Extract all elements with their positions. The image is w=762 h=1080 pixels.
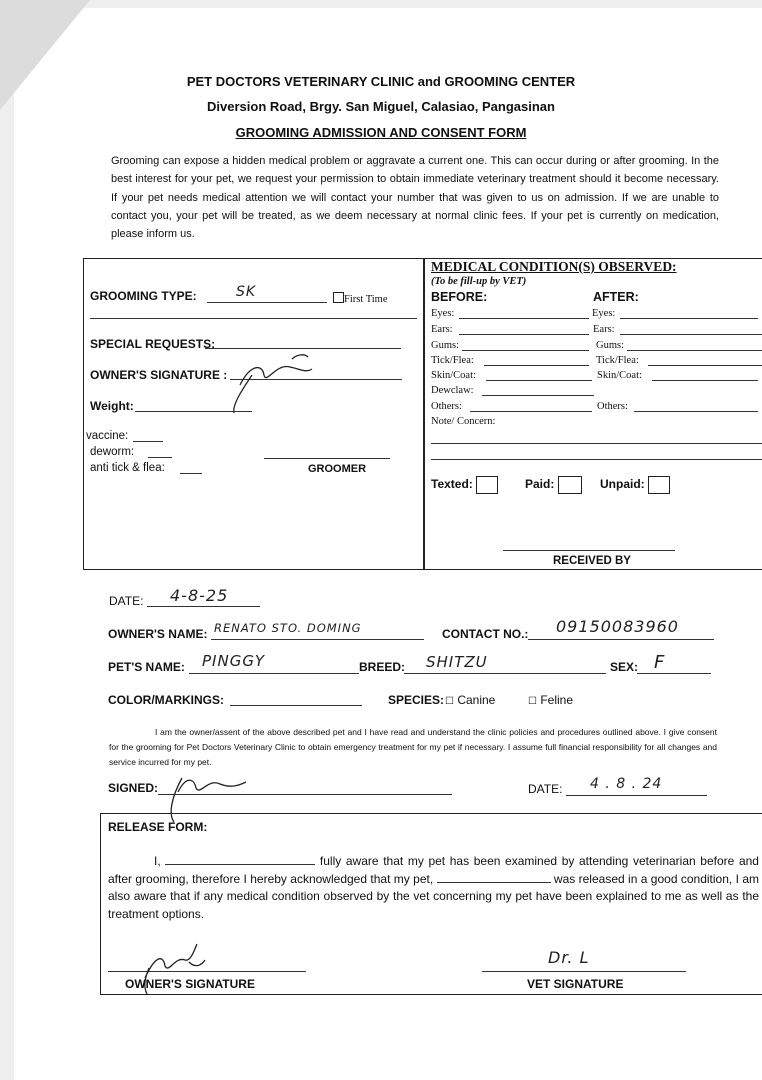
note-line-1[interactable] (431, 443, 762, 444)
before-skin-label: Skin/Coat: (431, 370, 476, 381)
received-by-field[interactable] (503, 550, 675, 551)
after-others-label: Others: (597, 401, 628, 412)
breed-value: SHITZU (426, 653, 488, 671)
sex-label: SEX: (610, 660, 639, 674)
deworm-label: deworm: (90, 446, 135, 458)
contact-label: CONTACT NO.: (442, 627, 529, 641)
vaccine-label: vaccine: (86, 430, 129, 442)
vaccine-field[interactable] (133, 441, 163, 442)
paid-label: Paid: (525, 477, 555, 492)
signed-label: SIGNED: (108, 781, 159, 795)
before-label: BEFORE: (431, 290, 488, 304)
medical-subtitle: (To be fill-up by VET) (431, 276, 527, 287)
before-gums-label: Gums: (431, 340, 460, 351)
weight-label: Weight: (90, 399, 134, 413)
canine-option[interactable]: ☐ Canine (445, 693, 496, 707)
date-value: 4-8-25 (170, 586, 229, 605)
canine-label: Canine (457, 693, 496, 707)
release-part2: was released in a good condition, I am also aware that if any medical condition observed by the vet concerning my pet have been explained to me as well as the treatment options. (108, 871, 759, 921)
after-eyes-field[interactable] (620, 318, 758, 319)
sex-field[interactable] (637, 673, 711, 674)
clinic-address: Diversion Road, Brgy. San Miguel, Calasiao, Pangasinan (207, 99, 555, 114)
after-tick-field[interactable] (648, 365, 762, 366)
unpaid-checkbox[interactable] (600, 476, 670, 494)
medical-title: MEDICAL CONDITION(S) OBSERVED: (431, 259, 677, 274)
anti-tick-label: anti tick & flea: (90, 462, 165, 474)
before-ears-field[interactable] (459, 334, 589, 335)
anti-tick-field[interactable] (180, 473, 202, 474)
before-gums-field[interactable] (462, 350, 589, 351)
before-eyes-field[interactable] (459, 318, 589, 319)
release-title: RELEASE FORM: (108, 820, 208, 834)
grooming-type-value: SK (236, 284, 257, 300)
received-by-label: RECEIVED BY (553, 555, 631, 567)
release-owner-signature-label: OWNER'S SIGNATURE (125, 977, 255, 991)
before-eyes-label: Eyes: (431, 308, 455, 319)
release-part1: fully aware that my pet has been examined by attending veterinarian before and after grooming, therefore I hereby acknowledged that my pet, (108, 854, 759, 886)
owner-signature-label: OWNER'S SIGNATURE : (90, 368, 228, 382)
groomer-field[interactable] (264, 458, 390, 459)
note-label: Note/ Concern: (431, 416, 496, 427)
date-field[interactable] (147, 606, 260, 607)
color-markings-label: COLOR/MARKINGS: (108, 693, 224, 707)
pet-name-label: PET'S NAME: (108, 660, 185, 674)
after-gums-field[interactable] (627, 350, 762, 351)
consent-text: I am the owner/assent of the above described pet and I have read and understand the clinic policies and procedures outlined above. I give consent for the grooming for Pet Doctors Veterinary Clinic to obtain emergency treatment for my pet if necessary. I assume full financial responsibility for all changes and service incurred for my pet. (109, 727, 717, 767)
before-others-field[interactable] (470, 411, 592, 412)
contact-field[interactable] (528, 639, 714, 640)
paid-checkbox[interactable] (525, 476, 582, 494)
feline-option[interactable]: ☐ Feline (528, 693, 573, 707)
feline-label: Feline (540, 693, 573, 707)
dewclaw-field[interactable] (482, 395, 594, 396)
before-ears-label: Ears: (431, 324, 453, 335)
release-owner-name-field[interactable] (165, 854, 315, 865)
after-skin-label: Skin/Coat: (597, 370, 642, 381)
sex-value: F (654, 652, 666, 673)
after-label: AFTER: (593, 290, 639, 304)
signed-date-value: 4 . 8 . 24 (590, 776, 663, 792)
owner-name-value: RENATO STO. DOMING (214, 621, 362, 635)
vet-signature-label: VET SIGNATURE (527, 977, 624, 991)
after-eyes-label: Eyes: (592, 308, 616, 319)
species-label: SPECIES: (388, 693, 445, 707)
special-requests-label: SPECIAL REQUESTS: (90, 337, 216, 351)
unpaid-label: Unpaid: (600, 477, 645, 492)
color-markings-field[interactable] (230, 705, 362, 706)
first-time-checkbox[interactable] (333, 292, 387, 305)
groomer-label: GROOMER (308, 463, 367, 475)
owner-signature-scribble (222, 345, 322, 415)
date-label: DATE: (109, 594, 144, 608)
before-tick-field[interactable] (484, 365, 589, 366)
breed-label: BREED: (359, 660, 406, 674)
grooming-type-extra-line[interactable] (90, 318, 417, 319)
signed-date-label: DATE: (528, 782, 563, 796)
page-fold (0, 0, 90, 110)
after-gums-label: Gums: (596, 340, 625, 351)
pet-name-value: PINGGY (202, 652, 266, 670)
before-tick-label: Tick/Flea: (431, 355, 474, 366)
clinic-name: PET DOCTORS VETERINARY CLINIC and GROOMING CENTER (186, 74, 576, 89)
vet-signature-field[interactable] (482, 971, 686, 972)
grooming-type-label: GROOMING TYPE: (90, 289, 197, 303)
before-skin-field[interactable] (486, 380, 592, 381)
grooming-type-field[interactable] (207, 302, 327, 303)
owner-name-label: OWNER'S NAME: (108, 627, 208, 641)
intro-paragraph: Grooming can expose a hidden medical problem or aggravate a current one. This can occur during or after grooming. In the best interest for your pet, we request your permission to obtain immediate veterinary treatment should it become necessary. If your pet needs medical attention we will contact your number that was given to us on admission. If we are unable to contact you, your pet will be treated, as we deem necessary at normal clinic fees. If your pet is currently on medication, please inform us. (111, 155, 719, 241)
after-ears-field[interactable] (620, 334, 762, 335)
after-ears-label: Ears: (593, 324, 615, 335)
after-skin-field[interactable] (652, 380, 758, 381)
pet-name-field[interactable] (189, 673, 359, 674)
before-others-label: Others: (431, 401, 462, 412)
release-paragraph (108, 853, 759, 923)
weight-field[interactable] (135, 411, 252, 412)
after-tick-label: Tick/Flea: (596, 355, 639, 366)
first-time-label: First Time (344, 294, 388, 305)
release-pet-name-field[interactable] (437, 872, 551, 883)
note-line-2[interactable] (431, 459, 762, 460)
breed-field[interactable] (404, 673, 606, 674)
signed-date-field[interactable] (566, 795, 707, 796)
texted-label: Texted: (431, 477, 473, 492)
contact-value: 09150083960 (556, 617, 679, 636)
deworm-field[interactable] (148, 457, 172, 458)
owner-name-field[interactable] (211, 639, 424, 640)
vet-signature-value: Dr. L (548, 948, 590, 967)
dewclaw-label: Dewclaw: (431, 385, 474, 396)
texted-checkbox[interactable] (431, 476, 498, 494)
medical-section (423, 258, 762, 570)
form-title: GROOMING ADMISSION AND CONSENT FORM (235, 125, 527, 140)
after-others-field[interactable] (634, 411, 758, 412)
release-i: I, (154, 854, 161, 868)
